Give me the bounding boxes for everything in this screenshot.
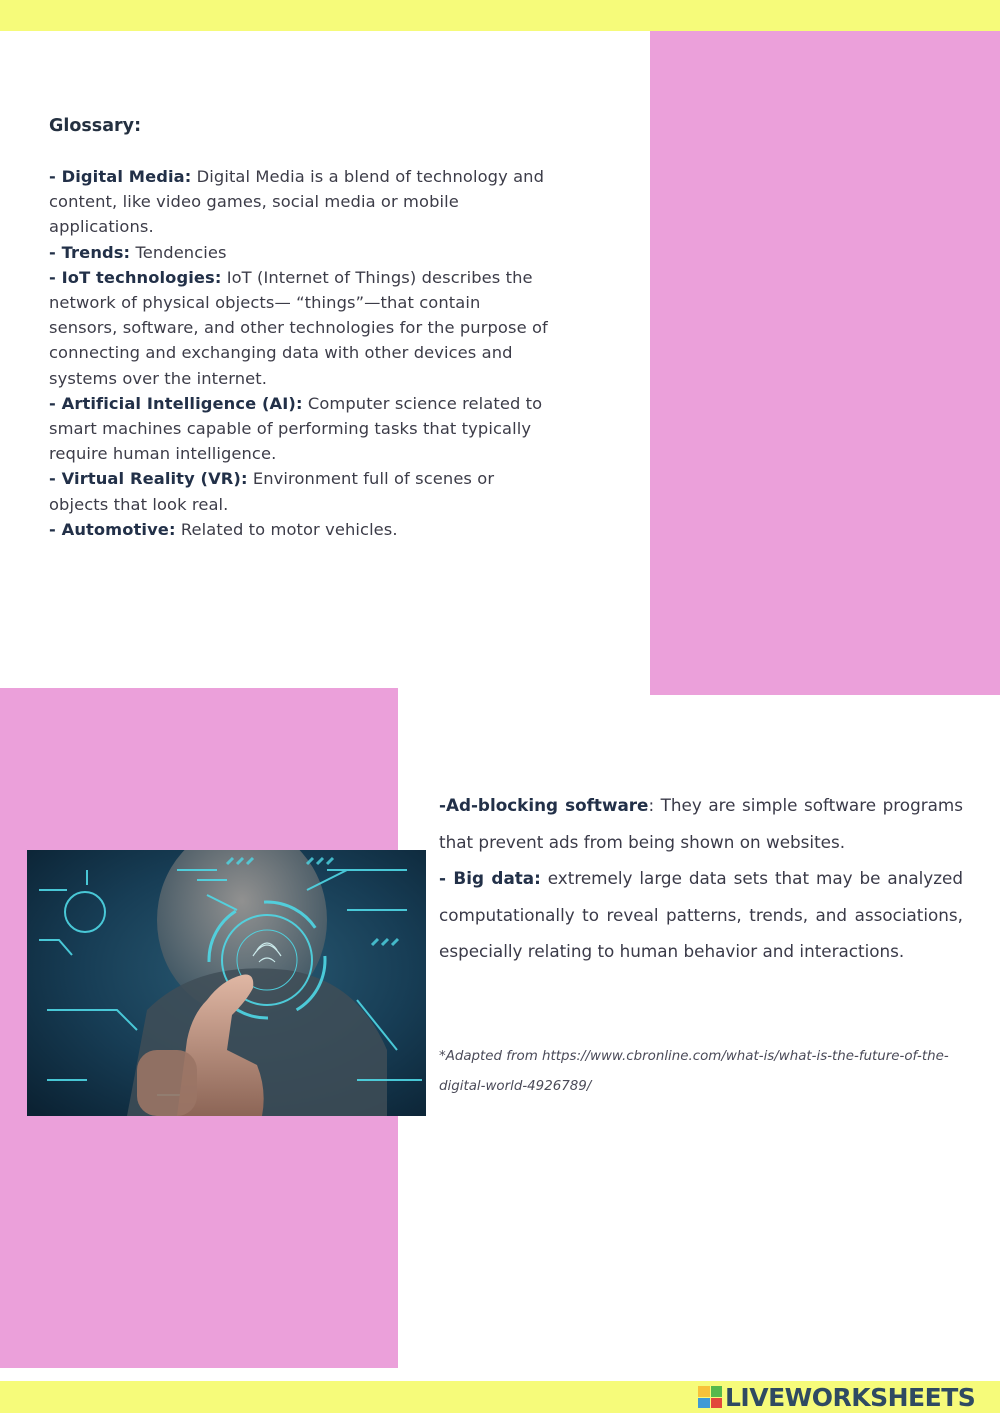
term-big-data-label: - Big data: — [439, 868, 541, 889]
glossary-term: - Artificial Intelligence (AI): — [49, 393, 303, 413]
glossary-item — [49, 240, 549, 265]
term-big-data — [439, 860, 963, 970]
glossary-term: - Virtual Reality (VR): — [49, 469, 248, 489]
term-ad-blocking-definition: : They are simple software programs that prevent ads from being shown on websites. — [439, 795, 963, 852]
glossary-definition: Environment full of scenes or objects that look real. — [49, 469, 495, 514]
pink-panel-right — [650, 31, 1000, 695]
glossary-item — [49, 265, 549, 391]
term-big-data-definition: extremely large data sets that may be analyzed computationally to reveal patterns, trends, and associations, especially relating to human behavior and interactions. — [439, 868, 963, 962]
glossary-item — [49, 391, 549, 467]
source-note: *Adapted from https://www.cbronline.com/what-is/what-is-the-future-of-the-digital-world-4926789/ — [439, 1049, 949, 1094]
glossary-term: - Digital Media: — [49, 167, 192, 186]
glossary-item — [49, 466, 549, 516]
glossary-term: - Trends: — [49, 242, 131, 262]
glossary-item — [49, 517, 549, 542]
glossary-definition: Related to motor vehicles. — [175, 519, 398, 539]
glossary-list — [49, 164, 549, 542]
term-ad-blocking-label: -Ad-blocking software — [439, 795, 649, 815]
term-ad-blocking — [439, 787, 963, 860]
glossary-definition: Digital Media is a blend of technology and content, like video games, social media or mobile applications. — [49, 167, 545, 237]
glossary-title: Glossary: — [49, 116, 142, 136]
glossary-term: - IoT technologies: — [49, 267, 222, 287]
liveworksheets-logo — [698, 1381, 975, 1413]
glossary-term: - Automotive: — [49, 519, 176, 539]
brand-name: LIVEWORKSHEETS — [725, 1382, 976, 1412]
additional-terms — [439, 787, 963, 970]
fingerprint-hologram-photo — [27, 850, 426, 1116]
glossary-section — [49, 116, 549, 542]
glossary-definition: Tendencies — [130, 242, 227, 262]
glossary-definition: IoT (Internet of Things) describes the network of physical objects— “things”—that contain sensors, software, and other technologies for the purpose of connecting and exchanging data with other devices and systems over the internet. — [49, 267, 548, 388]
glossary-item — [49, 164, 549, 240]
top-yellow-band — [0, 0, 1000, 31]
glossary-definition: Computer science related to smart machines capable of performing tasks that typically require human intelligence. — [49, 393, 543, 464]
logo-mark-icon — [698, 1386, 722, 1408]
